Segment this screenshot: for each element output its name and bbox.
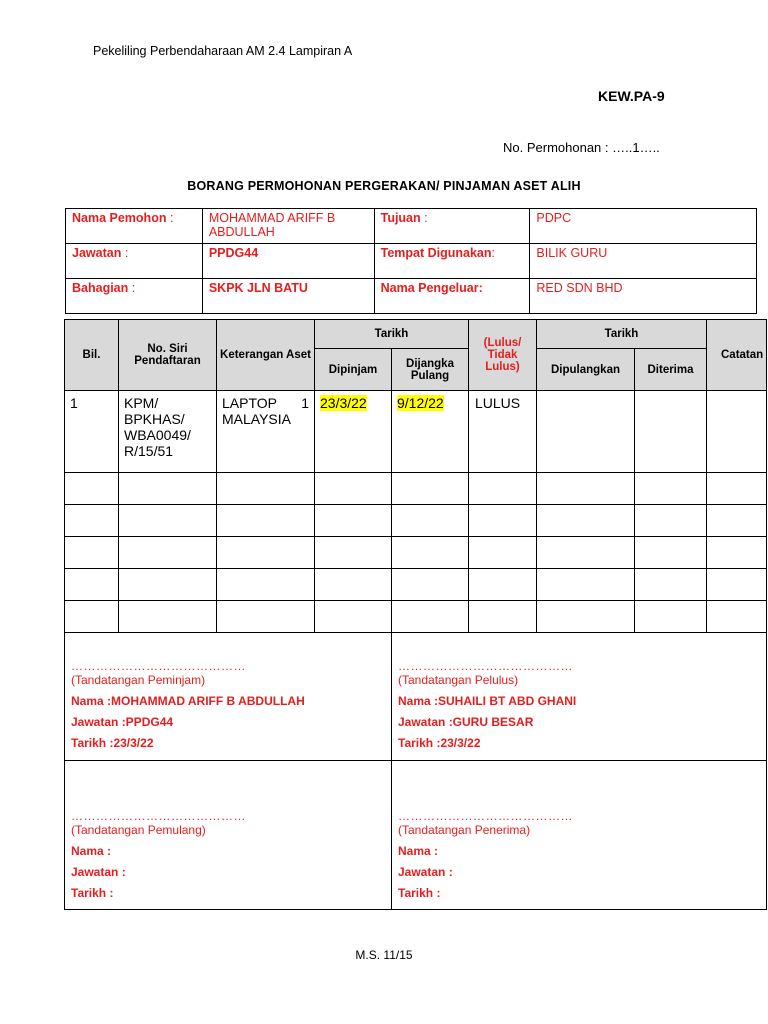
signature-caption: (Tandatangan Pemulang) <box>71 823 206 837</box>
header-dipulangkan: Dipulangkan <box>537 349 635 391</box>
tempat-value: BILIK GURU <box>530 244 757 279</box>
asset-movement-table <box>64 319 767 910</box>
jawatan-label: Jawatan : <box>66 244 203 279</box>
nama-pemohon-label: Nama Pemohon : <box>66 209 203 244</box>
header-dijangka: Dijangka Pulang <box>392 349 469 391</box>
nama-pemohon-value: MOHAMMAD ARIFF B ABDULLAH <box>202 209 374 244</box>
tujuan-value: PDPC <box>530 209 757 244</box>
pemulang-tarikh: Tarikh : <box>71 886 114 900</box>
circular-reference: Pekeliling Perbendaharaan AM 2.4 Lampiran A <box>93 44 353 58</box>
applicant-info-table <box>65 208 757 314</box>
signature-line: …………………………………… <box>71 659 246 673</box>
row-dipinjam: 23/3/22 <box>320 395 367 411</box>
page-number: M.S. 11/15 <box>355 948 413 962</box>
signature-line: …………………………………… <box>71 809 246 823</box>
header-keterangan: Keterangan Aset <box>217 320 315 391</box>
penerima-tarikh: Tarikh : <box>398 886 441 900</box>
signature-line: …………………………………… <box>398 809 573 823</box>
row-dipulangkan <box>537 391 635 473</box>
application-number: No. Permohonan : …..1….. <box>503 140 660 155</box>
header-bil: Bil. <box>65 320 119 391</box>
table-row <box>65 505 767 537</box>
table-row <box>65 391 767 473</box>
pemulang-nama: Nama : <box>71 844 112 858</box>
signature-caption: (Tandatangan Peminjam) <box>71 673 206 687</box>
pemulang-jawatan: Jawatan : <box>71 865 126 879</box>
header-diterima: Diterima <box>635 349 707 391</box>
signature-pemulang <box>65 761 392 910</box>
tujuan-label: Tujuan : <box>374 209 530 244</box>
table-row <box>65 537 767 569</box>
jawatan-value: PPDG44 <box>202 244 374 279</box>
row-catatan <box>707 391 767 473</box>
header-status: (Lulus/ Tidak Lulus) <box>469 320 537 391</box>
signature-caption: (Tandatangan Pelulus) <box>398 673 519 687</box>
peminjam-tarikh: Tarikh :23/3/22 <box>71 736 154 750</box>
row-bil: 1 <box>65 391 119 473</box>
signature-caption: (Tandatangan Penerima) <box>398 823 531 837</box>
table-row <box>65 569 767 601</box>
row-status: LULUS <box>469 391 537 473</box>
row-dijangka: 9/12/22 <box>397 395 444 411</box>
peminjam-nama: Nama :MOHAMMAD ARIFF B ABDULLAH <box>71 694 305 708</box>
header-tarikh-pulang: Tarikh <box>537 320 707 349</box>
form-title: BORANG PERMOHONAN PERGERAKAN/ PINJAMAN ASET ALIH <box>187 179 581 193</box>
pengeluar-label: Nama Pengeluar: <box>374 279 530 314</box>
header-catatan: Catatan <box>707 320 767 391</box>
penerima-nama: Nama : <box>398 844 439 858</box>
row-keterangan: LAPTOP 1 MALAYSIA <box>217 391 315 473</box>
form-code: KEW.PA-9 <box>598 88 665 104</box>
header-tarikh-pinjam: Tarikh <box>315 320 469 349</box>
signature-line: …………………………………… <box>398 659 573 673</box>
bahagian-value: SKPK JLN BATU <box>202 279 374 314</box>
row-diterima <box>635 391 707 473</box>
pelulus-tarikh: Tarikh :23/3/22 <box>398 736 481 750</box>
signature-penerima <box>392 761 767 910</box>
signature-peminjam <box>65 633 392 761</box>
bahagian-label: Bahagian : <box>66 279 203 314</box>
header-dipinjam: Dipinjam <box>315 349 392 391</box>
peminjam-jawatan: Jawatan :PPDG44 <box>71 715 174 729</box>
pelulus-nama: Nama :SUHAILI BT ABD GHANI <box>398 694 577 708</box>
table-row <box>65 601 767 633</box>
signature-pelulus <box>392 633 767 761</box>
table-row <box>65 473 767 505</box>
pelulus-jawatan: Jawatan :GURU BESAR <box>398 715 534 729</box>
pengeluar-value: RED SDN BHD <box>530 279 757 314</box>
penerima-jawatan: Jawatan : <box>398 865 453 879</box>
row-no-siri: KPM/ BPKHAS/ WBA0049/ R/15/51 <box>119 391 217 473</box>
tempat-label: Tempat Digunakan: <box>374 244 530 279</box>
header-no-siri: No. Siri Pendaftaran <box>119 320 217 391</box>
